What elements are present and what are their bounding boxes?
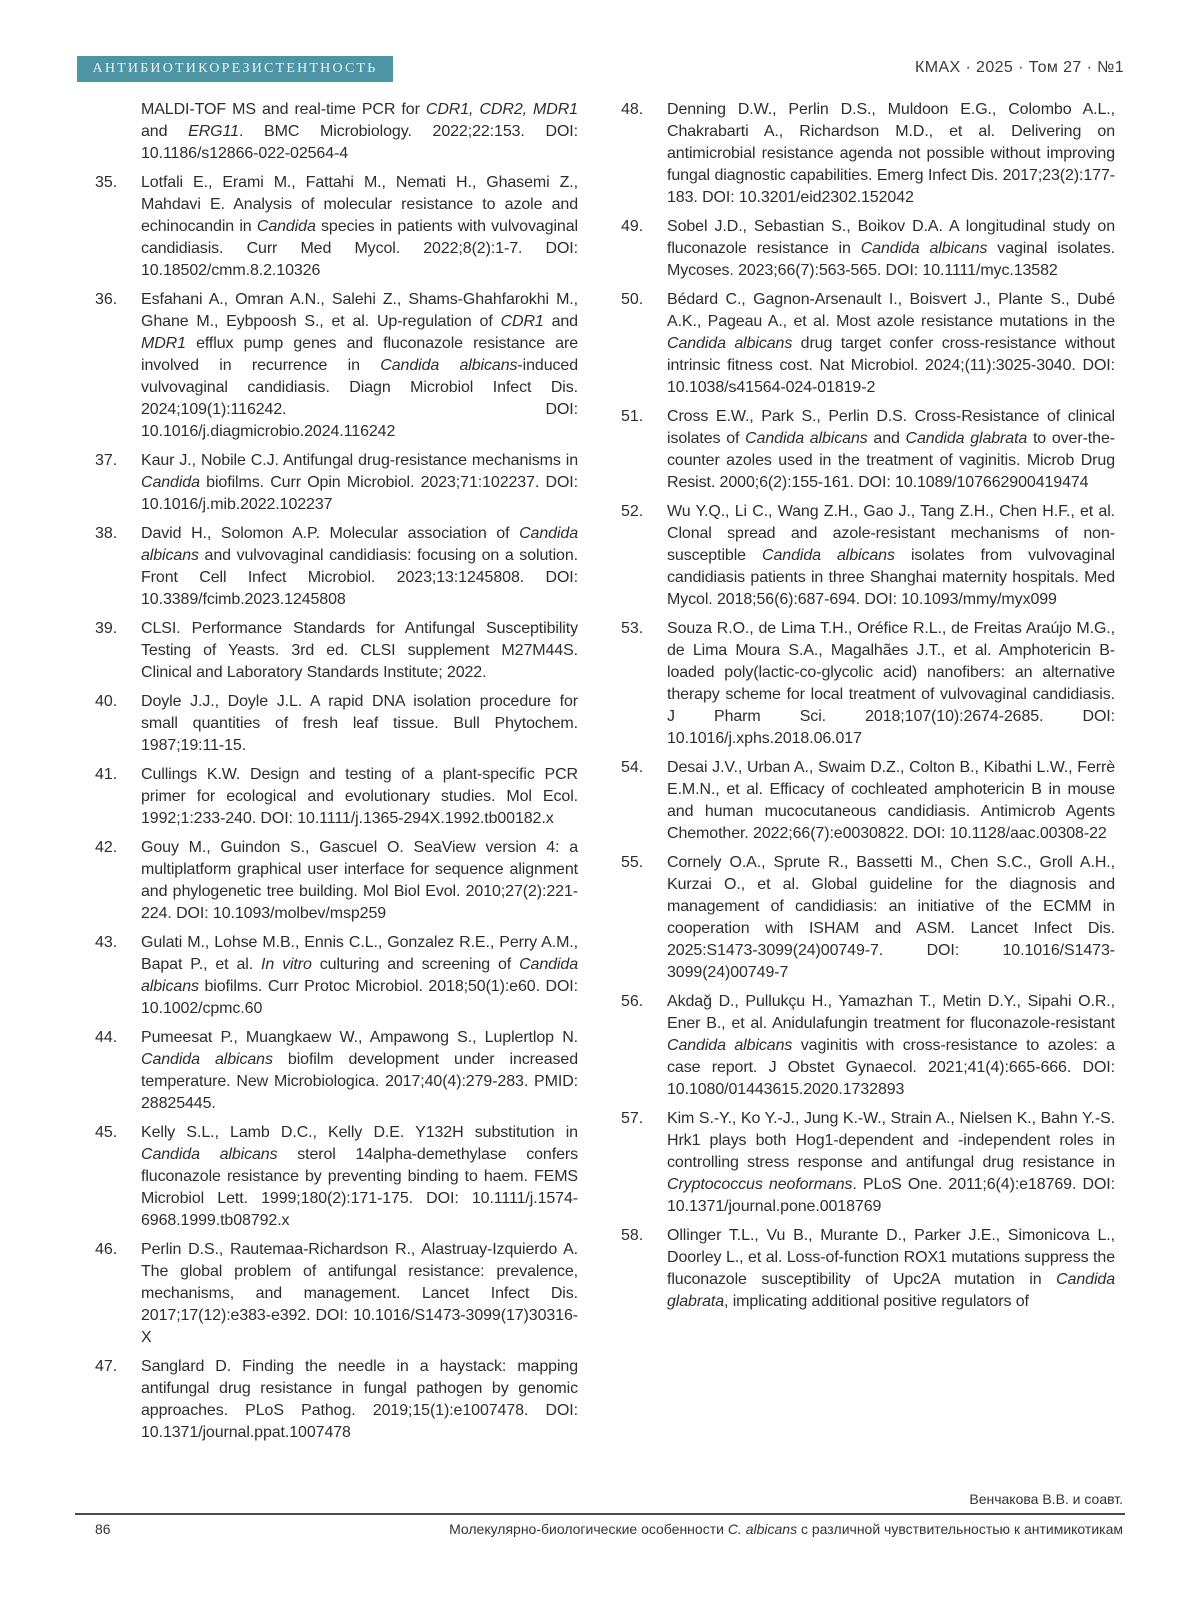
- reference-text: CLSI. Performance Standards for Antifungal Susceptibility Testing of Yeasts. 3rd ed. CLSI supplement M27M44S. Clinical and Laboratory Standards Institute; 2022.: [141, 620, 578, 681]
- running-title: Молекулярно-биологические особенности C. albicans с различной чувствительностью к антимикотикам: [449, 1521, 1123, 1537]
- reference-text: Gouy M., Guindon S., Gascuel O. SeaView version 4: a multiplatform graphical user interface for sequence alignment and phylogenetic tree building. Mol Biol Evol. 2010;27(2):221-224. DOI: 10.1093/molbev/msp259: [141, 839, 578, 922]
- reference-text: Kelly S.L., Lamb D.C., Kelly D.E. Y132H substitution in Candida albicans sterol 14alpha-demethylase confers fluconazole resistance by preventing binding to haem. FEMS Microbiol Lett. 1999;180(2):171-175. DOI: 10.1111/j.1574-6968.1999.tb08792.x: [141, 1124, 578, 1229]
- reference-item: [95, 289, 578, 443]
- reference-text: Lotfali E., Erami M., Fattahi M., Nemati H., Ghasemi Z., Mahdavi E. Analysis of molecular resistance to azole and echinocandin in Candida species in patients with vulvovaginal candidiasis. Curr Med Mycol. 2022;8(2):1-7. DOI: 10.18502/cmm.8.2.10326: [141, 174, 578, 279]
- reference-text: Cullings K.W. Design and testing of a plant-specific PCR primer for ecological and evolutionary studies. Mol Ecol. 1992;1:233-240. DOI: 10.1111/j.1365-294X.1992.tb00182.x: [141, 766, 578, 827]
- reference-number: 57.: [621, 1110, 644, 1127]
- reference-text: Doyle J.J., Doyle J.L. A rapid DNA isolation procedure for small quantities of fresh leaf tissue. Bull Phytochem. 1987;19:11-15.: [141, 693, 578, 754]
- reference-text: Gulati M., Lohse M.B., Ennis C.L., Gonzalez R.E., Perry A.M., Bapat P., et al. In vitro culturing and screening of Candida albicans biofilms. Curr Protoc Microbiol. 2018;50(1):e60. DOI: 10.1002/cpmc.60: [141, 934, 578, 1017]
- section-banner-label: АНТИБИОТИКОРЕЗИСТЕНТНОСТЬ: [92, 61, 378, 76]
- reference-item: [95, 932, 578, 1020]
- reference-number: 53.: [621, 620, 644, 637]
- reference-item: [95, 1122, 578, 1232]
- reference-item: [95, 1239, 578, 1349]
- reference-item: [621, 1225, 1115, 1313]
- reference-text: Desai J.V., Urban A., Swaim D.Z., Colton B., Kibathi L.W., Ferrè E.M.N., et al. Efficacy of cochleated amphotericin B in mouse and human mucocutaneous candidiasis. Antimicrob Agents Chemother. 2022;66(7):e0030822. DOI: 10.1128/aac.00308-22: [667, 759, 1115, 842]
- reference-number: 38.: [95, 525, 118, 542]
- reference-text: Sanglard D. Finding the needle in a haystack: mapping antifungal drug resistance in fungal pathogen by genomic approaches. PLoS Pathog. 2019;15(1):e1007478. DOI: 10.1371/journal.ppat.1007478: [141, 1358, 578, 1441]
- reference-number: 46.: [95, 1241, 118, 1258]
- reference-number: 47.: [95, 1358, 118, 1375]
- reference-number: 45.: [95, 1124, 118, 1141]
- references-column-left: [95, 99, 578, 1451]
- reference-item: [621, 216, 1115, 282]
- reference-text: Sobel J.D., Sebastian S., Boikov D.A. A longitudinal study on fluconazole resistance in Candida albicans vaginal isolates. Mycoses. 2023;66(7):563-565. DOI: 10.1111/myc.13582: [667, 218, 1115, 279]
- reference-item: [95, 450, 578, 516]
- references-column-right: [621, 99, 1115, 1451]
- reference-number: 49.: [621, 218, 644, 235]
- reference-text: Bédard C., Gagnon-Arsenault I., Boisvert J., Plante S., Dubé A.K., Pageau A., et al. Most azole resistance mutations in the Candida albicans drug target confer cross-resistance without intrinsic fitness cost. Nat Microbiol. 2024;(11):3025-3040. DOI: 10.1038/s41564-024-01819-2: [667, 291, 1116, 396]
- reference-number: 58.: [621, 1227, 644, 1244]
- reference-text: Akdağ D., Pullukçu H., Yamazhan T., Metin D.Y., Sipahi O.R., Ener B., et al. Anidulafungin treatment for fluconazole-resistant Candida albicans vaginitis with cross-resistance to azoles: a case report. J Obstet Gynaecol. 2021;41(4):665-666. DOI: 10.1080/01443615.2020.1732893: [667, 993, 1115, 1098]
- reference-item: [621, 991, 1115, 1101]
- reference-item: [95, 837, 578, 925]
- reference-number: 56.: [621, 993, 644, 1010]
- reference-text: Perlin D.S., Rautemaa-Richardson R., Alastruay-Izquierdo A. The global problem of antifungal resistance: prevalence, mechanisms, and management. Lancet Infect Dis. 2017;17(12):e383-e392. DOI: 10.1016/S1473-3099(17)30316-X: [141, 1241, 578, 1346]
- reference-text: Cornely O.A., Sprute R., Bassetti M., Chen S.C., Groll A.H., Kurzai O., et al. Global guideline for the diagnosis and management of candidiasis: an initiative of the ECMM in cooperation with ISHAM and ASM. Lancet Infect Dis. 2025:S1473-3099(24)00749-7. DOI: 10.1016/S1473-3099(24)00749-7: [667, 854, 1115, 981]
- reference-text: Denning D.W., Perlin D.S., Muldoon E.G., Colombo A.L., Chakrabarti A., Richardson M.D., et al. Delivering on antimicrobial resistance agenda not possible without improving fungal diagnostic capabilities. Emerg Infect Dis. 2017;23(2):177-183. DOI: 10.3201/eid2302.152042: [667, 101, 1115, 206]
- reference-continuation: [95, 99, 578, 165]
- reference-text: Kaur J., Nobile C.J. Antifungal drug-resistance mechanisms in Candida biofilms. Curr Opin Microbiol. 2023;71:102237. DOI: 10.1016/j.mib.2022.102237: [141, 452, 578, 513]
- reference-number: [95, 99, 141, 165]
- reference-item: [95, 1356, 578, 1444]
- reference-text: Pumeesat P., Muangkaew W., Ampawong S., Luplertlop N. Candida albicans biofilm development under increased temperature. New Microbiologica. 2017;40(4):279-283. PMID: 28825445.: [141, 1029, 578, 1112]
- reference-number: 52.: [621, 503, 644, 520]
- reference-item: [95, 523, 578, 611]
- reference-number: 35.: [95, 174, 118, 191]
- reference-number: 44.: [95, 1029, 118, 1046]
- reference-item: [621, 289, 1115, 399]
- reference-item: [621, 406, 1115, 494]
- reference-number: 40.: [95, 693, 118, 710]
- reference-number: 36.: [95, 291, 118, 308]
- reference-text: Ollinger T.L., Vu B., Murante D., Parker J.E., Simonicova L., Doorley L., et al. Loss-of-function ROX1 mutations suppress the fluconazole susceptibility of Upc2A mutation in Candida glabrata, implicating additional positive regulators of: [667, 1227, 1115, 1310]
- reference-number: 50.: [621, 291, 644, 308]
- reference-number: 55.: [621, 854, 644, 871]
- reference-item: [621, 501, 1115, 611]
- reference-text: Cross E.W., Park S., Perlin D.S. Cross-Resistance of clinical isolates of Candida albicans and Candida glabrata to over-the-counter azoles used in the treatment of vaginitis. Microb Drug Resist. 2000;6(2):155-161. DOI: 10.1089/107662900419474: [667, 408, 1115, 491]
- reference-item: [95, 764, 578, 830]
- reference-number: 54.: [621, 759, 644, 776]
- reference-number: 39.: [95, 620, 118, 637]
- journal-info: КМАХ · 2025 · Том 27 · №1: [915, 59, 1124, 76]
- reference-item: [621, 1108, 1115, 1218]
- reference-text: Wu Y.Q., Li C., Wang Z.H., Gao J., Tang Z.H., Chen H.F., et al. Clonal spread and azole-resistant mechanisms of non-susceptible Candida albicans isolates from vulvovaginal candidiasis patients in three Shanghai maternity hospitals. Med Mycol. 2018;56(6):687-694. DOI: 10.1093/mmy/myx099: [667, 503, 1115, 608]
- footer-row: [95, 1521, 1123, 1537]
- reference-text: Souza R.O., de Lima T.H., Oréfice R.L., de Freitas Araújo M.G., de Lima Moura S.A., Magalhães J.T., et al. Amphotericin B-loaded poly(lactic-co-glycolic acid) nanofibers: an alternative therapy scheme for local treatment of vulvovaginal candidiasis. J Pharm Sci. 2018;107(10):2674-2685. DOI: 10.1016/j.xphs.2018.06.017: [667, 620, 1115, 747]
- footer-divider: [75, 1513, 1125, 1515]
- reference-item: [621, 618, 1115, 750]
- reference-number: 51.: [621, 408, 644, 425]
- reference-number: 41.: [95, 766, 118, 783]
- reference-number: 43.: [95, 934, 118, 951]
- reference-item: [95, 172, 578, 282]
- reference-number: 48.: [621, 101, 644, 118]
- reference-text: Kim S.-Y., Ko Y.-J., Jung K.-W., Strain A., Nielsen K., Bahn Y.-S. Hrk1 plays both Hog1-dependent and -independent roles in controlling stress response and antifungal drug resistance in Cryptococcus neoformans. PLoS One. 2011;6(4):e18769. DOI: 10.1371/journal.pone.0018769: [667, 1110, 1115, 1215]
- authors-note: Венчакова В.В. и соавт.: [969, 1491, 1123, 1507]
- reference-number: 42.: [95, 839, 118, 856]
- reference-item: [621, 99, 1115, 209]
- page-number: 86: [95, 1521, 111, 1537]
- references-section: [95, 99, 1115, 1451]
- reference-number: 37.: [95, 452, 118, 469]
- reference-item: [95, 691, 578, 757]
- reference-text: Esfahani A., Omran A.N., Salehi Z., Shams-Ghahfarokhi M., Ghane M., Eybpoosh S., et al. Up-regulation of CDR1 and MDR1 efflux pump genes and fluconazole resistance are involved in recurrence in Candida albicans-induced vulvovaginal candidiasis. Diagn Microbiol Infect Dis. 2024;109(1):116242. DOI: 10.1016/j.diagmicrobio.2024.116242: [141, 291, 578, 440]
- reference-item: [621, 757, 1115, 845]
- reference-text: David H., Solomon A.P. Molecular association of Candida albicans and vulvovaginal candidiasis: focusing on a solution. Front Cell Infect Microbiol. 2023;13:1245808. DOI: 10.3389/fcimb.2023.1245808: [141, 525, 578, 608]
- reference-item: [95, 1027, 578, 1115]
- reference-item: [95, 618, 578, 684]
- reference-text: MALDI-TOF MS and real-time PCR for CDR1, CDR2, MDR1 and ERG11. BMC Microbiology. 2022;22:153. DOI: 10.1186/s12866-022-02564-4: [141, 101, 578, 162]
- reference-item: [621, 852, 1115, 984]
- section-banner: [77, 56, 393, 82]
